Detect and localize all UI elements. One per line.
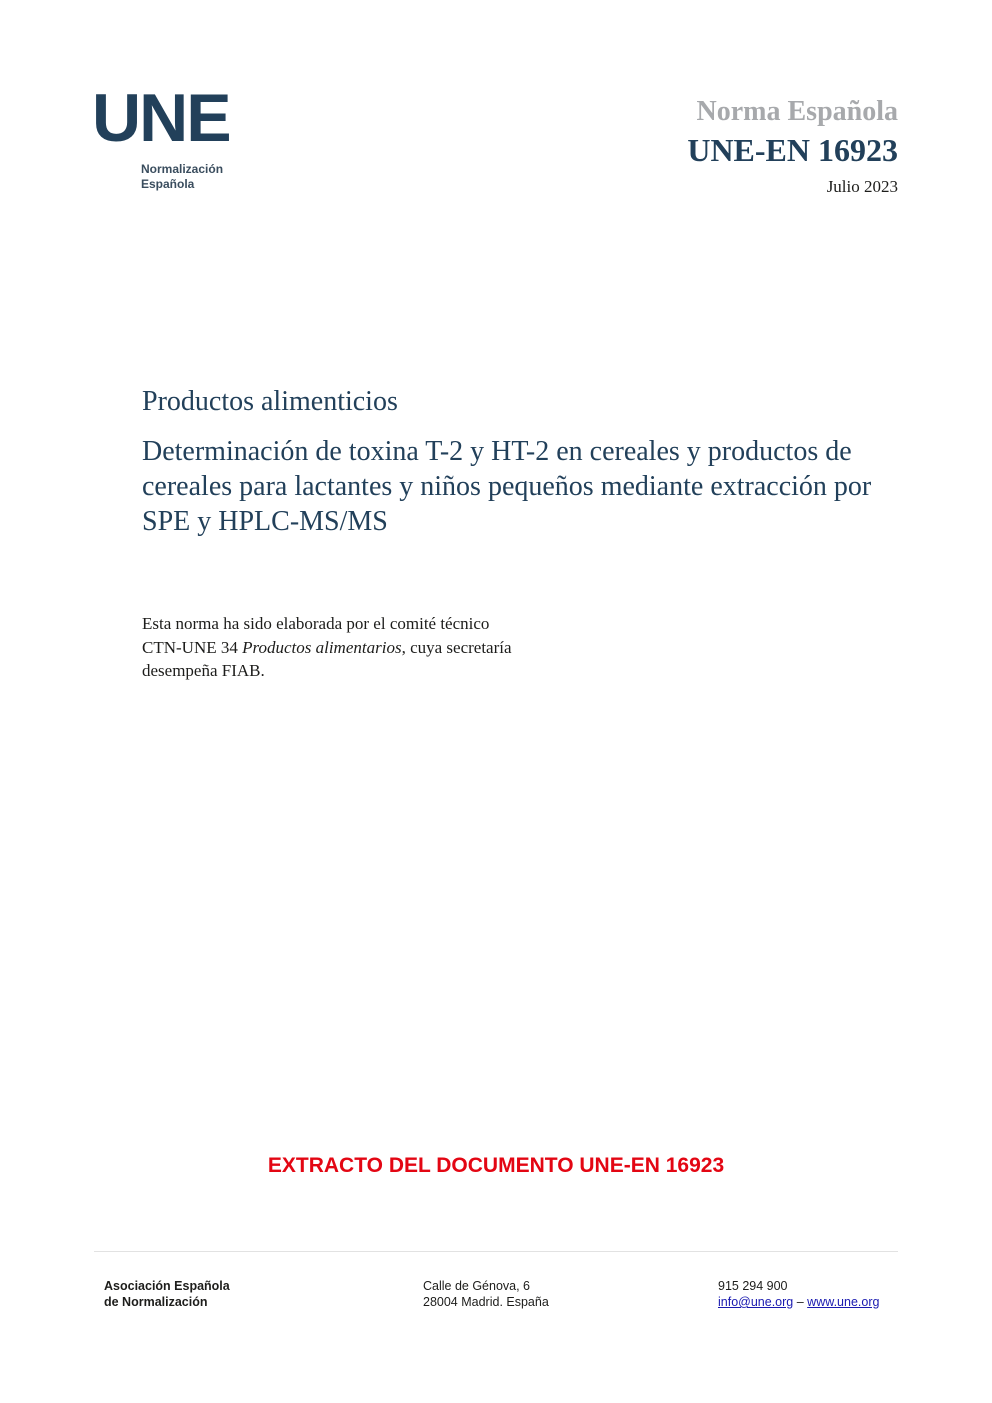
- une-logo: [92, 80, 230, 191]
- committee-code: CTN-UNE 34: [142, 637, 238, 657]
- standard-code: UNE-EN 16923: [687, 132, 898, 168]
- footer-divider: [94, 1251, 898, 1252]
- logo-wordmark: UNE: [92, 80, 230, 156]
- phone-number: 915 294 900: [718, 1279, 788, 1293]
- link-separator: –: [796, 1295, 804, 1309]
- logo-subtitle-line2: Española: [141, 177, 195, 191]
- standard-header: [687, 94, 898, 200]
- committee-line1: Esta norma ha sido elaborada por el comité técnico: [142, 614, 490, 633]
- document-type: Norma Española: [696, 96, 898, 127]
- footer-contact: [718, 1278, 879, 1310]
- contact-links: [718, 1294, 879, 1310]
- committee-after-name: , cuya secretaría: [401, 637, 512, 657]
- logo-subtitle-line1: Normalización: [141, 162, 224, 176]
- email-link[interactable]: info@une.org: [718, 1295, 794, 1309]
- committee-line2: [142, 636, 622, 660]
- org-line2: de Normalización: [104, 1295, 208, 1309]
- address-line1: Calle de Génova, 6: [423, 1279, 531, 1293]
- main-title: Productos alimenticios: [142, 386, 398, 417]
- footer-address: [423, 1278, 549, 1310]
- publication-date: Julio 2023: [826, 177, 898, 196]
- committee-statement: [142, 612, 622, 683]
- logo-subtitle: [141, 162, 223, 192]
- footer-organization: [104, 1278, 230, 1310]
- sub-title: Determinación de toxina T-2 y HT-2 en cereales y productos de cereales para lactantes y niños pequeños mediante extracción por SPE y HPLC-MS/MS: [142, 436, 872, 537]
- address-line2: 28004 Madrid. España: [423, 1295, 549, 1309]
- extract-notice: EXTRACTO DEL DOCUMENTO UNE-EN 16923: [267, 1154, 725, 1177]
- committee-name: Productos alimentarios: [242, 637, 402, 657]
- website-link[interactable]: www.une.org: [807, 1295, 880, 1309]
- committee-line3: desempeña FIAB.: [142, 661, 265, 680]
- org-line1: Asociación Española: [104, 1279, 230, 1293]
